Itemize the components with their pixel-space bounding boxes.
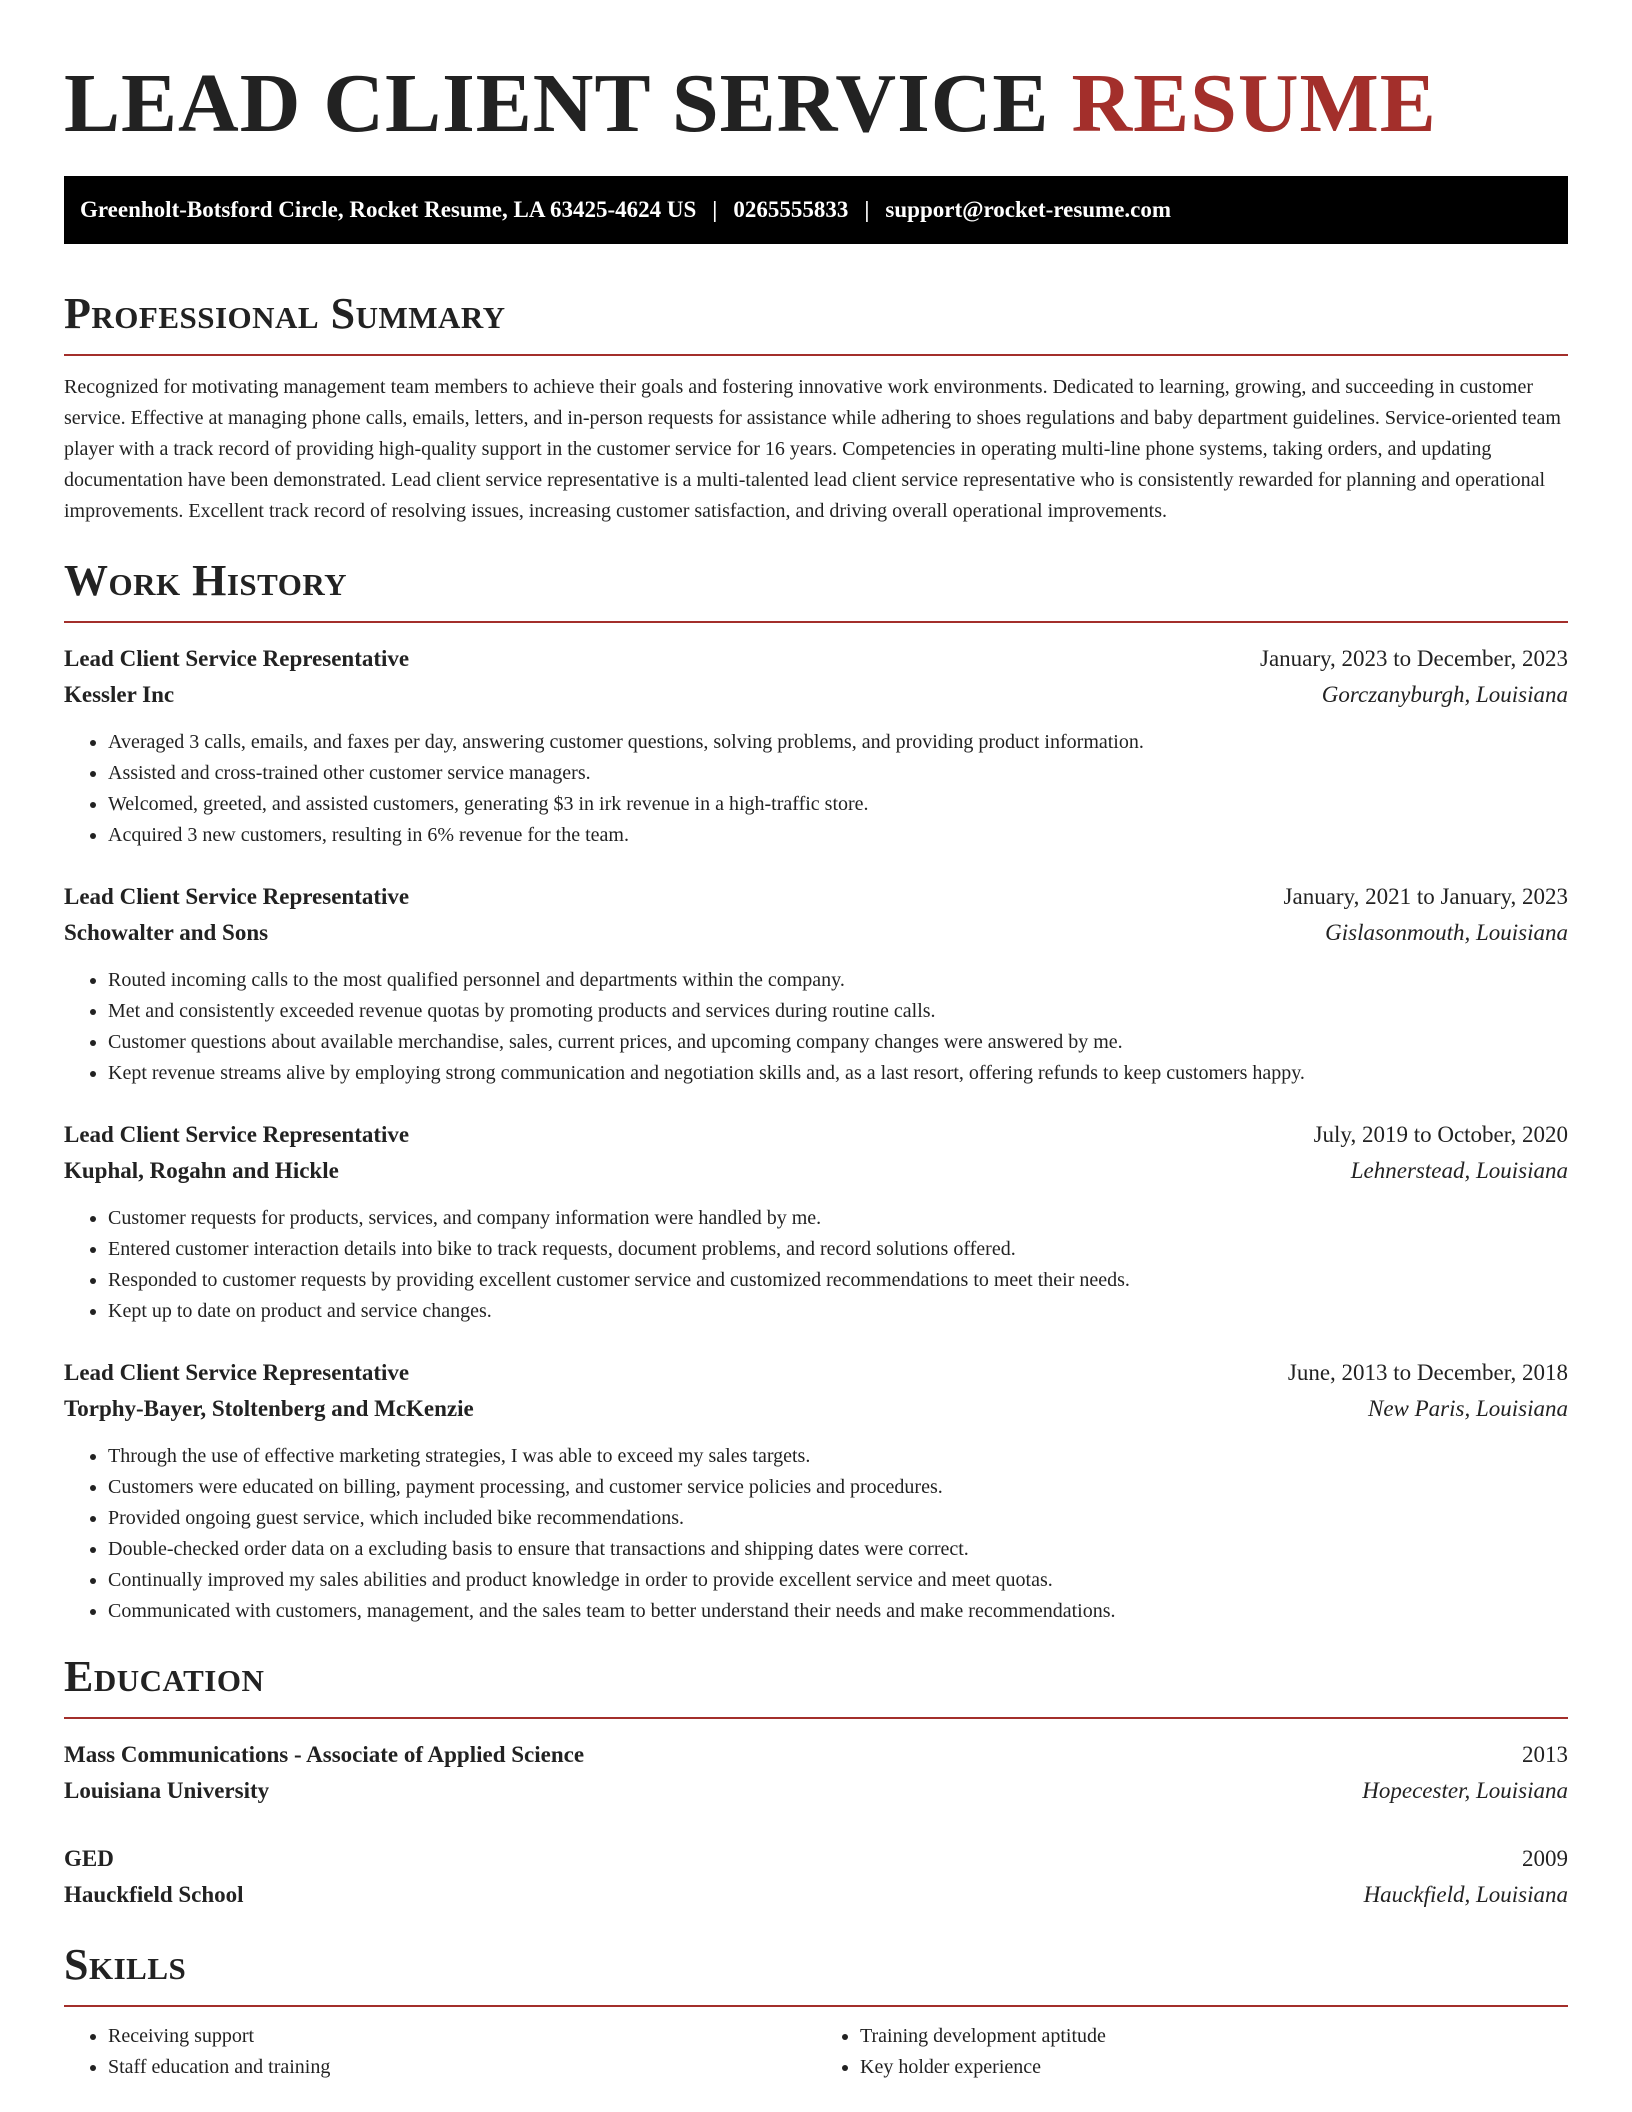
job-bullet: • Assisted and cross-trained other customer service managers. — [108, 758, 1568, 789]
contact-bar — [64, 176, 1568, 244]
job-company: Kessler Inc — [64, 682, 175, 707]
education-degree: GED — [64, 1846, 114, 1871]
job-bullet: • Kept revenue streams alive by employing strong communication and negotiation skills and, as a last resort, offering refunds to keep customers happy. — [108, 1058, 1568, 1089]
job-bullet: • Averaged 3 calls, emails, and faxes per day, answering customer questions, solving problems, and providing product information. — [108, 727, 1568, 758]
contact-phone[interactable]: 0265555833 — [733, 197, 849, 222]
job-bullet: • Double-checked order data on a excluding basis to ensure that transactions and shipping dates were correct. — [108, 1534, 1568, 1565]
job-bullets — [64, 1441, 1568, 1627]
section-divider — [64, 621, 1568, 623]
education-school-row — [64, 1773, 1568, 1809]
skill-item: • Training development aptitude — [860, 2021, 1568, 2052]
job-bullet: • Kept up to date on product and service changes. — [108, 1296, 1568, 1327]
education-header-row — [64, 1841, 1568, 1877]
job-bullet: • Acquired 3 new customers, resulting in 6% revenue for the team. — [108, 820, 1568, 851]
skills-column-right — [816, 2021, 1568, 2083]
education-heading: Education — [64, 1652, 265, 1701]
job-header-row — [64, 879, 1568, 915]
section-divider — [64, 1717, 1568, 1719]
job-title: Lead Client Service Representative — [64, 884, 410, 909]
education-location: Hauckfield, Louisiana — [1363, 1882, 1568, 1907]
job-company: Torphy-Bayer, Stoltenberg and McKenzie — [64, 1396, 474, 1421]
job-dates: June, 2013 to December, 2018 — [1287, 1360, 1568, 1385]
summary-heading: Professional Summary — [64, 289, 506, 338]
job-bullets — [64, 1203, 1568, 1327]
education-header-row — [64, 1737, 1568, 1773]
work-history-heading: Work History — [64, 556, 348, 605]
job-location: Lehnerstead, Louisiana — [1350, 1158, 1568, 1183]
skills-heading: Skills — [64, 1940, 187, 1989]
job-bullets — [64, 965, 1568, 1089]
education-year: 2013 — [1522, 1742, 1568, 1767]
job-company-row — [64, 915, 1568, 951]
job-company-row — [64, 677, 1568, 713]
job-entry — [64, 1117, 1568, 1327]
contact-separator: | — [712, 197, 718, 222]
job-company-row — [64, 1391, 1568, 1427]
education-location: Hopecester, Louisiana — [1362, 1778, 1568, 1803]
job-bullet: • Customer requests for products, services, and company information were handled by me. — [108, 1203, 1568, 1234]
job-entry — [64, 1355, 1568, 1627]
contact-email[interactable]: support@rocket-resume.com — [885, 197, 1172, 222]
skills-list — [64, 2021, 1568, 2083]
section-divider — [64, 354, 1568, 356]
education-degree: Mass Communications - Associate of Applied Science — [64, 1742, 585, 1767]
job-location: Gorczanyburgh, Louisiana — [1321, 682, 1568, 707]
skill-item: • Key holder experience — [860, 2052, 1568, 2083]
education-entry — [64, 1737, 1568, 1809]
job-bullet: • Met and consistently exceeded revenue quotas by promoting products and services during routine calls. — [108, 996, 1568, 1027]
job-dates: July, 2019 to October, 2020 — [1313, 1122, 1568, 1147]
job-company: Kuphal, Rogahn and Hickle — [64, 1158, 339, 1183]
job-bullet: • Continually improved my sales abilities and product knowledge in order to provide excellent service and meet quotas. — [108, 1565, 1568, 1596]
education-school-row — [64, 1877, 1568, 1913]
contact-separator: | — [864, 197, 870, 222]
section-divider — [64, 2005, 1568, 2007]
job-bullet: • Routed incoming calls to the most qualified personnel and departments within the company. — [108, 965, 1568, 996]
job-location: Gislasonmouth, Louisiana — [1325, 920, 1568, 945]
job-header-row — [64, 641, 1568, 677]
education-school: Hauckfield School — [64, 1882, 244, 1907]
summary-text: Recognized for motivating management team members to achieve their goals and fostering innovative work environments. Dedicated to learning, growing, and succeeding in customer service. Effective at managing phone calls, emails, letters, and in-person requests for assistance while adhering to shoes regulations and baby department guidelines. Service-oriented team player with a track record of providing high-quality support in the customer service for 16 years. Competencies in operating multi-line phone systems, taking orders, and updating documentation have been demonstrated. Lead client service representative is a multi-talented lead client service representative who is consistently rewarded for planning and operational improvements. Excellent track record of resolving issues, increasing customer satisfaction, and driving overall operational improvements. — [64, 376, 1561, 522]
job-entry — [64, 641, 1568, 851]
job-bullet: • Through the use of effective marketing strategies, I was able to exceed my sales targets. — [108, 1441, 1568, 1472]
education-entry — [64, 1841, 1568, 1913]
skill-item: • Staff education and training — [108, 2052, 816, 2083]
job-header-row — [64, 1355, 1568, 1391]
job-title: Lead Client Service Representative — [64, 646, 410, 671]
title-main: LEAD CLIENT SERVICE — [64, 57, 1050, 150]
education-year: 2009 — [1522, 1846, 1568, 1871]
job-title: Lead Client Service Representative — [64, 1360, 410, 1385]
education-school: Louisiana University — [64, 1778, 270, 1803]
title-accent: RESUME — [1071, 57, 1437, 150]
job-company: Schowalter and Sons — [64, 920, 269, 945]
job-header-row — [64, 1117, 1568, 1153]
job-dates: January, 2021 to January, 2023 — [1283, 884, 1568, 909]
job-bullet: • Provided ongoing guest service, which included bike recommendations. — [108, 1503, 1568, 1534]
job-bullet: • Customers were educated on billing, payment processing, and customer service policies and procedures. — [108, 1472, 1568, 1503]
contact-address: Greenholt-Botsford Circle, Rocket Resume, LA 63425-4624 US — [80, 197, 697, 222]
job-dates: January, 2023 to December, 2023 — [1260, 646, 1568, 671]
skills-column-left — [64, 2021, 816, 2083]
skill-item: • Receiving support — [108, 2021, 816, 2052]
job-bullet: • Entered customer interaction details into bike to track requests, document problems, and record solutions offered. — [108, 1234, 1568, 1265]
job-location: New Paris, Louisiana — [1367, 1396, 1568, 1421]
job-company-row — [64, 1153, 1568, 1189]
job-bullets — [64, 727, 1568, 851]
job-title: Lead Client Service Representative — [64, 1122, 410, 1147]
job-bullet: • Customer questions about available merchandise, sales, current prices, and upcoming company changes were answered by me. — [108, 1027, 1568, 1058]
resume-title — [64, 56, 1568, 152]
job-bullet: • Responded to customer requests by providing excellent customer service and customized recommendations to meet their needs. — [108, 1265, 1568, 1296]
job-entry — [64, 879, 1568, 1089]
job-bullet: • Welcomed, greeted, and assisted customers, generating $3 in irk revenue in a high-traffic store. — [108, 789, 1568, 820]
job-bullet: • Communicated with customers, management, and the sales team to better understand their needs and make recommendations. — [108, 1596, 1568, 1627]
